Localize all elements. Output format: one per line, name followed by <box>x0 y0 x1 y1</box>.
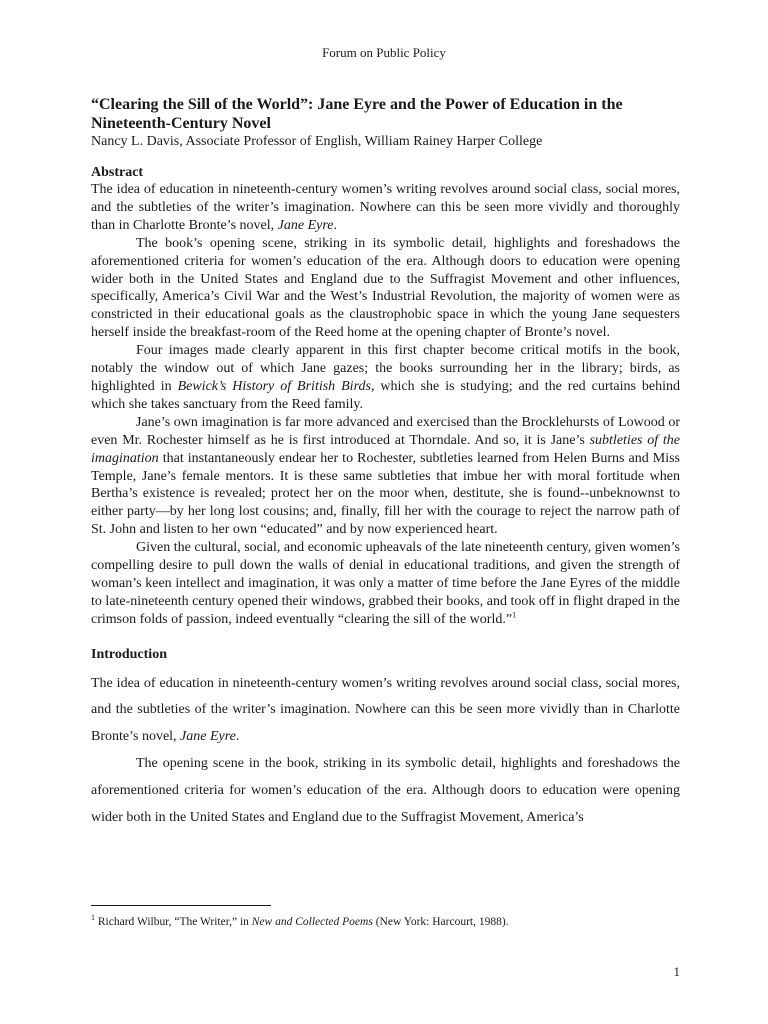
footnote-divider <box>91 905 271 906</box>
paper-title: “Clearing the Sill of the World”: Jane Eyre and the Power of Education in the Nineteenth-Century Novel <box>91 96 623 132</box>
footnote-reference[interactable]: 1 <box>512 610 517 620</box>
main-content <box>91 95 680 831</box>
footnote: $^1$ Richard Wilbur, “The Writer,” in New and Collected Poems (New York: Harcourt, 1988). <box>91 913 509 928</box>
footnote-number: 1 <box>91 913 95 923</box>
intro-paragraph-2: The opening scene in the book, striking in its symbolic detail, highlights and foreshadows the aforementioned criteria for women’s education of the era. Although doors to education were opening wider both in the United States and England due to the Suffragist Movement, America’s <box>91 756 680 825</box>
introduction-heading: Introduction <box>91 646 167 662</box>
abstract-paragraph-2: The book’s opening scene, striking in its symbolic detail, highlights and foreshadows the aforementioned criteria for women’s education of the era. Although doors to education were opening wider both in the United States and England due to the Suffragist Movement and other influences, specifically, America’s Civil War and the West’s Industrial Revolution, the majority of women were as constricted in their educational goals as the claustrophobic space in which the young Jane sequesters herself inside the breakfast-room of the Reed home at the opening chapter of Bronte’s novel. <box>91 235 680 341</box>
abstract-paragraph-4: Jane’s own imagination is far more advanced and exercised than the Brocklehursts of Lowood or even Mr. Rochester himself as he is first introduced at Thorndale. And so, it is Jane’s subtleties of the imagination that instantaneously endear her to Rochester, subtleties learned from Helen Burns and Miss Temple, Jane’s female mentors. It is these same subtleties that imbue her with moral fortitude when Bertha’s existence is revealed; protect her on the moor when, destitute, she is found--unbeknownst to either party—by her long lost cousins; and, finally, fill her with the courage to reject the narrow path of St. John and listen to her own “educated” and by now experienced heart. <box>91 414 680 538</box>
intro-paragraph-1: The idea of education in nineteenth-century women’s writing revolves around social class, social mores, and the subtleties of the writer’s imagination. Nowhere can this be seen more vividly than in Charlotte Bronte’s novel, Jane Eyre. <box>91 675 680 745</box>
author-line: Nancy L. Davis, Associate Professor of English, William Rainey Harper College <box>91 134 543 149</box>
abstract-paragraph-1: The idea of education in nineteenth-century women’s writing revolves around social class, social mores, and the subtleties of the writer’s imagination. Nowhere can this be seen more vividly and thoroughly than in Charlotte Bronte’s novel, Jane Eyre. <box>91 182 680 233</box>
abstract-heading: Abstract <box>91 165 144 180</box>
abstract-paragraph-3: Four images made clearly apparent in this first chapter become critical motifs in the book, notably the window out of which Jane gazes; the books surrounding her in the library; birds, as highlighted in Bewick’s History of British Birds, which she is studying; and the red curtains behind which she takes sanctuary from the Reed family. <box>91 343 680 412</box>
abstract-body <box>91 181 680 629</box>
abstract-paragraph-5: Given the cultural, social, and economic upheavals of the late nineteenth century, given women’s compelling desire to pull down the walls of denial in educational traditions, and given the strength of woman’s keen intellect and imagination, it was only a matter of time before the Jane Eyres of the middle to late-nineteenth century opened their windows, grabbed their books, and took off in flight draped in the crimson folds of passion, indeed eventually “clearing the sill of the world.”$^1$ <box>91 540 680 627</box>
page-number: 1 <box>673 964 680 979</box>
introduction-body <box>91 671 680 832</box>
running-header: Forum on Public Policy <box>322 45 446 60</box>
